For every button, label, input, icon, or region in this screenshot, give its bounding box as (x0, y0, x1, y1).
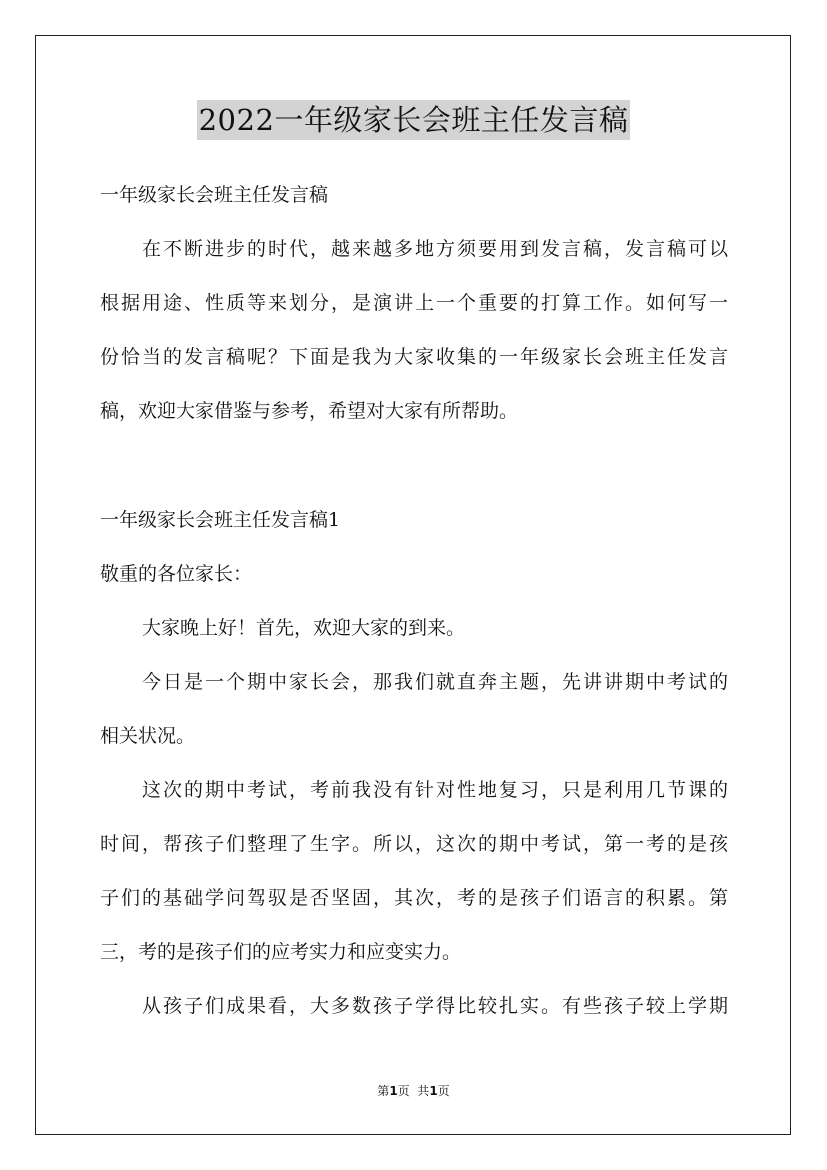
intro-line-4: 稿，欢迎大家借鉴与参考，希望对大家有所帮助。 (100, 400, 519, 422)
body-line-8: 从孩子们成果看，大多数孩子学得比较扎实。有些孩子较上学期 (142, 995, 728, 1017)
footer-prefix: 第 (377, 1084, 390, 1098)
body-line-7: 三，考的是孩子们的应考实力和应变实力。 (100, 941, 462, 963)
intro-line-1: 在不断进步的时代，越来越多地方须要用到发言稿，发言稿可以 (142, 238, 728, 260)
body-line-6: 子们的基础学问驾驭是否坚固，其次，考的是孩子们语言的积累。第 (100, 887, 728, 909)
salutation: 敬重的各位家长： (100, 563, 253, 585)
intro-line-2: 根据用途、性质等来划分，是演讲上一个重要的打算工作。如何写一 (100, 292, 728, 314)
section-heading: 一年级家长会班主任发言稿1 (100, 509, 341, 531)
body-line-3: 相关状况。 (100, 725, 196, 747)
body-line-4: 这次的期中考试，考前我没有针对性地复习，只是利用几节课的 (142, 779, 728, 801)
body-line-2: 今日是一个期中家长会，那我们就直奔主题，先讲讲期中考试的 (142, 671, 728, 693)
page-total: 1 (429, 1084, 438, 1098)
page-current: 1 (389, 1084, 398, 1098)
footer-suffix: 页 (437, 1084, 450, 1098)
footer-mid: 页 共 (397, 1084, 430, 1098)
intro-line-3: 份恰当的发言稿呢？下面是我为大家收集的一年级家长会班主任发言 (100, 346, 728, 368)
document-subtitle: 一年级家长会班主任发言稿 (100, 184, 329, 206)
page-footer (0, 1083, 827, 1099)
title-container (0, 100, 827, 140)
body-line-1: 大家晚上好！首先，欢迎大家的到来。 (142, 617, 466, 639)
document-title: 2022一年级家长会班主任发言稿 (197, 100, 631, 140)
body-line-5: 时间，帮孩子们整理了生字。所以，这次的期中考试，第一考的是孩 (100, 833, 728, 855)
